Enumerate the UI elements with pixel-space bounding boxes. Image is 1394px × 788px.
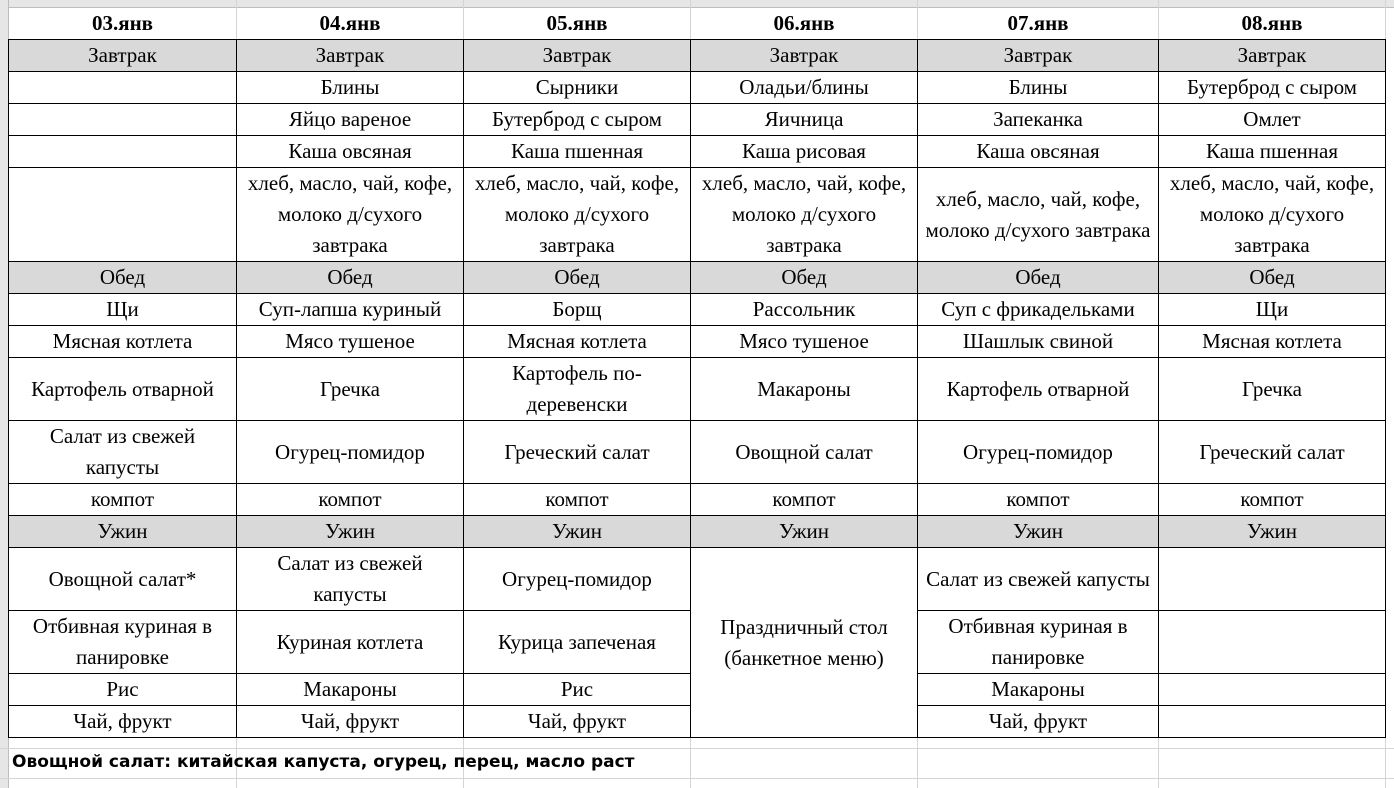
meal-header[interactable]: Завтрак (691, 40, 918, 72)
menu-cell[interactable]: Яйцо вареное (237, 104, 464, 136)
menu-cell[interactable]: Мясная котлета (9, 326, 237, 358)
menu-cell[interactable]: хлеб, масло, чай, кофе, молоко д/сухого завтрака (1159, 168, 1386, 262)
column-header-strip (0, 0, 1394, 8)
menu-cell[interactable]: Запеканка (918, 104, 1159, 136)
menu-cell[interactable]: хлеб, масло, чай, кофе, молоко д/сухого завтрака (691, 168, 918, 262)
date-cell[interactable]: 03.янв (9, 8, 237, 40)
menu-cell[interactable]: компот (237, 484, 464, 516)
menu-cell[interactable]: Огурец-помидор (237, 421, 464, 484)
lunch-row (9, 358, 1386, 421)
menu-cell[interactable]: Чай, фрукт (237, 706, 464, 738)
menu-cell[interactable]: Картофель по-деревенски (464, 358, 691, 421)
dinner-row (9, 548, 1386, 611)
menu-cell[interactable]: Гречка (1159, 358, 1386, 421)
date-cell[interactable]: 08.янв (1159, 8, 1386, 40)
footnote[interactable]: Овощной салат: китайская капуста, огурец, перец, масло раст (12, 752, 635, 772)
lunch-row (9, 421, 1386, 484)
lunch-row (9, 294, 1386, 326)
menu-cell[interactable]: Суп-лапша куриный (237, 294, 464, 326)
menu-cell[interactable]: Картофель отварной (918, 358, 1159, 421)
meal-header[interactable]: Ужин (691, 516, 918, 548)
menu-cell[interactable]: Чай, фрукт (464, 706, 691, 738)
meal-header[interactable]: Завтрак (237, 40, 464, 72)
menu-cell[interactable]: Салат из свежей капусты (237, 548, 464, 611)
menu-cell[interactable]: Щи (9, 294, 237, 326)
menu-cell[interactable] (1159, 674, 1386, 706)
menu-cell[interactable]: компот (9, 484, 237, 516)
menu-cell[interactable]: Курица запеченая (464, 611, 691, 674)
menu-cell[interactable]: Суп с фрикадельками (918, 294, 1159, 326)
menu-cell[interactable]: Яичница (691, 104, 918, 136)
menu-cell[interactable] (9, 104, 237, 136)
date-cell[interactable]: 07.янв (918, 8, 1159, 40)
meal-plan-table (8, 8, 1386, 738)
meal-header[interactable]: Ужин (464, 516, 691, 548)
menu-cell[interactable]: Мясо тушеное (237, 326, 464, 358)
menu-cell[interactable]: Омлет (1159, 104, 1386, 136)
breakfast-header-row (9, 40, 1386, 72)
menu-cell[interactable]: Чай, фрукт (9, 706, 237, 738)
menu-cell[interactable]: Греческий салат (464, 421, 691, 484)
menu-cell[interactable]: Каша рисовая (691, 136, 918, 168)
date-cell[interactable]: 05.янв (464, 8, 691, 40)
breakfast-row (9, 72, 1386, 104)
meal-header[interactable]: Ужин (9, 516, 237, 548)
breakfast-row (9, 136, 1386, 168)
menu-cell[interactable]: Отбивная куриная в панировке (918, 611, 1159, 674)
menu-cell[interactable]: Рис (464, 674, 691, 706)
meal-header[interactable]: Завтрак (1159, 40, 1386, 72)
menu-cell[interactable]: хлеб, масло, чай, кофе, молоко д/сухого завтрака (918, 168, 1159, 262)
menu-cell[interactable] (9, 136, 237, 168)
menu-cell[interactable]: Куриная котлета (237, 611, 464, 674)
menu-cell[interactable]: Блины (918, 72, 1159, 104)
dinner-header-row (9, 516, 1386, 548)
menu-cell[interactable] (9, 168, 237, 262)
meal-header[interactable]: Ужин (1159, 516, 1386, 548)
menu-cell[interactable]: Сырники (464, 72, 691, 104)
menu-cell[interactable]: Щи (1159, 294, 1386, 326)
menu-cell[interactable]: Мясная котлета (1159, 326, 1386, 358)
meal-header[interactable]: Обед (691, 262, 918, 294)
menu-cell[interactable]: Каша овсяная (237, 136, 464, 168)
menu-cell[interactable]: компот (464, 484, 691, 516)
menu-cell[interactable]: Каша пшенная (464, 136, 691, 168)
menu-cell[interactable]: Каша пшенная (1159, 136, 1386, 168)
menu-cell[interactable]: Огурец-помидор (464, 548, 691, 611)
menu-cell[interactable] (1159, 548, 1386, 611)
dates-row (9, 8, 1386, 40)
menu-cell[interactable]: Овощной салат (691, 421, 918, 484)
meal-header[interactable]: Завтрак (918, 40, 1159, 72)
menu-cell[interactable]: Мясная котлета (464, 326, 691, 358)
menu-cell[interactable]: Овощной салат* (9, 548, 237, 611)
menu-cell[interactable]: Бутерброд с сыром (464, 104, 691, 136)
menu-cell[interactable]: Салат из свежей капусты (918, 548, 1159, 611)
menu-cell[interactable] (9, 72, 237, 104)
lunch-row (9, 326, 1386, 358)
menu-cell[interactable]: Каша овсяная (918, 136, 1159, 168)
date-cell[interactable]: 06.янв (691, 8, 918, 40)
menu-cell[interactable]: Борщ (464, 294, 691, 326)
menu-cell[interactable]: компот (918, 484, 1159, 516)
menu-cell[interactable]: Бутерброд с сыром (1159, 72, 1386, 104)
meal-header[interactable]: Ужин (237, 516, 464, 548)
menu-cell[interactable]: Макароны (691, 358, 918, 421)
menu-cell[interactable]: Картофель отварной (9, 358, 237, 421)
meal-header[interactable]: Обед (918, 262, 1159, 294)
menu-cell[interactable]: Салат из свежей капусты (9, 421, 237, 484)
menu-cell[interactable]: Мясо тушеное (691, 326, 918, 358)
date-cell[interactable]: 04.янв (237, 8, 464, 40)
meal-header[interactable]: Завтрак (464, 40, 691, 72)
menu-cell[interactable]: Отбивная куриная в панировке (9, 611, 237, 674)
menu-cell[interactable]: Рассольник (691, 294, 918, 326)
menu-cell[interactable]: компот (691, 484, 918, 516)
menu-cell[interactable]: Огурец-помидор (918, 421, 1159, 484)
holiday-menu-cell[interactable]: Праздничный стол (банкетное меню) (691, 548, 918, 738)
menu-cell[interactable]: Гречка (237, 358, 464, 421)
menu-cell[interactable]: Макароны (237, 674, 464, 706)
menu-cell[interactable]: Блины (237, 72, 464, 104)
menu-cell[interactable]: компот (1159, 484, 1386, 516)
menu-cell[interactable]: Рис (9, 674, 237, 706)
menu-cell[interactable] (1159, 706, 1386, 738)
lunch-header-row (9, 262, 1386, 294)
meal-header[interactable]: Обед (237, 262, 464, 294)
menu-cell[interactable]: Чай, фрукт (918, 706, 1159, 738)
menu-cell[interactable]: хлеб, масло, чай, кофе, молоко д/сухого завтрака (237, 168, 464, 262)
meal-header[interactable]: Завтрак (9, 40, 237, 72)
menu-cell[interactable]: Макароны (918, 674, 1159, 706)
menu-cell[interactable] (1159, 611, 1386, 674)
meal-header[interactable]: Ужин (918, 516, 1159, 548)
menu-cell[interactable]: хлеб, масло, чай, кофе, молоко д/сухого завтрака (464, 168, 691, 262)
menu-cell[interactable]: Шашлык свиной (918, 326, 1159, 358)
lunch-row (9, 484, 1386, 516)
menu-cell[interactable]: Оладьи/блины (691, 72, 918, 104)
menu-cell[interactable]: Греческий салат (1159, 421, 1386, 484)
meal-header[interactable]: Обед (464, 262, 691, 294)
breakfast-row (9, 104, 1386, 136)
meal-header[interactable]: Обед (1159, 262, 1386, 294)
breakfast-row (9, 168, 1386, 262)
meal-header[interactable]: Обед (9, 262, 237, 294)
